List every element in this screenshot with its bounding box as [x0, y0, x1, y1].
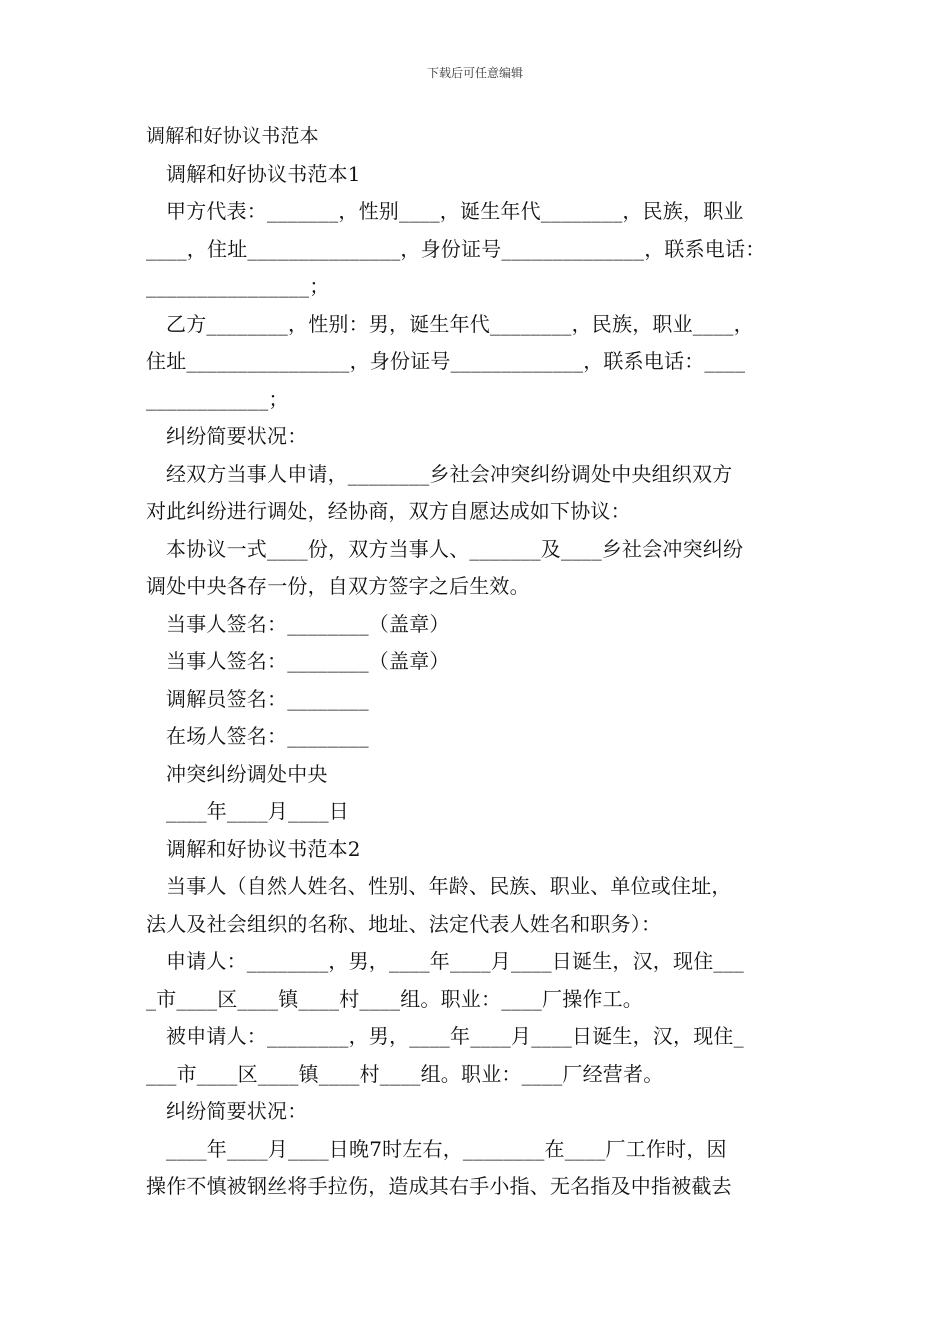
document-line: 申请人：________，男，____年____月____日诞生，汉，现住___ — [166, 949, 744, 973]
document-line: 在场人签名：________ — [166, 724, 369, 748]
document-line: 纠纷简要状况： — [166, 424, 308, 448]
document-line: 住址________________，身份证号_____________，联系电话：____ — [146, 349, 746, 373]
document-line: 当事人（自然人姓名、性别、年龄、民族、职业、单位或住址， — [166, 874, 732, 898]
document-line: 经双方当事人申请，________乡社会冲突纠纷调处中央组织双方 — [166, 461, 733, 486]
document-line: 当事人签名：________（盖章） — [166, 611, 450, 636]
document-line: 冲突纠纷调处中央 — [166, 761, 328, 786]
page-header-note: 下载后可任意编辑 — [426, 66, 523, 80]
document-line: ___市____区____镇____村____组。职业：____厂经营者。 — [146, 1061, 664, 1086]
document-body — [146, 118, 816, 1206]
document-line: 当事人签名：________（盖章） — [166, 649, 450, 673]
document-line: 纠纷简要状况： — [166, 1099, 308, 1123]
document-line: 调处中央各存一份，自双方签字之后生效。 — [146, 574, 530, 598]
document-line: 被申请人：________，男，____年____月____日诞生，汉，现住_ — [166, 1024, 744, 1048]
document-line: ____年____月____日晚7时左右，________在____厂工作时，因 — [166, 1136, 727, 1161]
document-line: 法人及社会组织的名称、地址、法定代表人姓名和职务）： — [146, 911, 662, 936]
document-line: 对此纠纷进行调处，经协商，双方自愿达成如下协议： — [146, 499, 631, 523]
document-line: 操作不慎被钢丝将手拉伤，造成其右手小指、无名指及中指被截去 — [146, 1174, 732, 1198]
document-line: ____年____月____日 — [166, 799, 349, 823]
document-lines — [146, 156, 816, 1206]
document-line: 乙方________，性别：男，诞生年代________，民族，职业____， — [166, 311, 754, 336]
document-line: 调解和好协议书范本2 — [166, 836, 361, 861]
document-line: 甲方代表：_______，性别____，诞生年代________，民族，职业 — [166, 199, 744, 223]
document-line: 调解和好协议书范本1 — [166, 161, 361, 186]
document-line: 本协议一式____份，双方当事人、_______及____乡社会冲突纠纷 — [166, 536, 744, 561]
document-title: 调解和好协议书范本 — [146, 125, 319, 147]
document-line: ____，住址_______________，身份证号______________，联系电话： — [146, 236, 766, 261]
document-line: 调解员签名：________ — [166, 686, 369, 711]
document-line: _市____区____镇____村____组。职业：____厂操作工。 — [146, 986, 643, 1011]
document-line: ____________； — [146, 386, 289, 411]
document-line: ________________； — [146, 274, 330, 298]
